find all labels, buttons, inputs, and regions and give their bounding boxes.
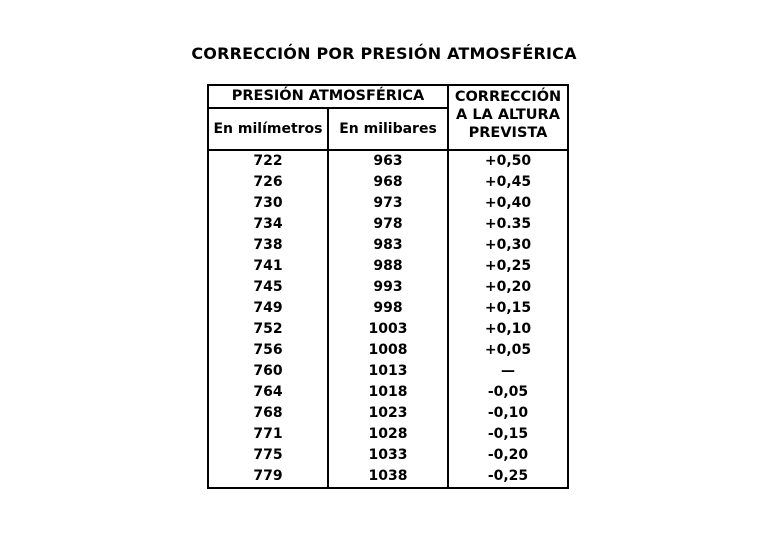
table-row (208, 319, 568, 340)
millimeters-cell: 741 (208, 256, 328, 277)
millimeters-cell: 775 (208, 445, 328, 466)
millibars-cell: 1038 (328, 466, 448, 488)
correction-cell: -0,10 (448, 403, 568, 424)
millibars-cell: 1023 (328, 403, 448, 424)
millibars-cell: 1013 (328, 361, 448, 382)
table-row (208, 445, 568, 466)
millimeters-cell: 760 (208, 361, 328, 382)
millimeters-cell: 734 (208, 214, 328, 235)
millimeters-cell: 771 (208, 424, 328, 445)
correction-cell: -0,20 (448, 445, 568, 466)
correction-table (207, 84, 569, 489)
millibars-cell: 998 (328, 298, 448, 319)
correction-cell: +0,30 (448, 235, 568, 256)
table-row (208, 172, 568, 193)
millibars-cell: 1033 (328, 445, 448, 466)
pressure-group-header: PRESIÓN ATMOSFÉRICA (208, 85, 448, 108)
table-row (208, 298, 568, 319)
correction-header-line: PREVISTA (468, 125, 548, 141)
millibars-cell: 1003 (328, 319, 448, 340)
correction-cell: +0,05 (448, 340, 568, 361)
millibars-cell: 963 (328, 150, 448, 172)
millimeters-cell: 749 (208, 298, 328, 319)
correction-cell: +0,25 (448, 256, 568, 277)
millibars-cell: 988 (328, 256, 448, 277)
table-row (208, 277, 568, 298)
table-row (208, 382, 568, 403)
correction-cell: +0,45 (448, 172, 568, 193)
millibars-cell: 1008 (328, 340, 448, 361)
table-row (208, 361, 568, 382)
table-row (208, 424, 568, 445)
correction-cell: — (448, 361, 568, 382)
millimeters-cell: 722 (208, 150, 328, 172)
millibars-header: En milibares (328, 108, 448, 150)
correction-cell: +0,10 (448, 319, 568, 340)
millimeters-cell: 752 (208, 319, 328, 340)
millibars-cell: 973 (328, 193, 448, 214)
millimeters-cell: 738 (208, 235, 328, 256)
correction-cell: -0,05 (448, 382, 568, 403)
correction-header-line: CORRECCIÓN (454, 89, 562, 105)
table-row (208, 403, 568, 424)
millimeters-cell: 730 (208, 193, 328, 214)
correction-cell: +0,40 (448, 193, 568, 214)
table-row (208, 214, 568, 235)
table-row (208, 235, 568, 256)
table-row (208, 193, 568, 214)
millimeters-cell: 764 (208, 382, 328, 403)
millibars-cell: 968 (328, 172, 448, 193)
millibars-cell: 1028 (328, 424, 448, 445)
correction-cell: -0,15 (448, 424, 568, 445)
millibars-cell: 978 (328, 214, 448, 235)
millimeters-cell: 779 (208, 466, 328, 488)
millimeters-cell: 726 (208, 172, 328, 193)
correction-cell: +0.35 (448, 214, 568, 235)
correction-header (448, 85, 568, 150)
correction-header-line: A LA ALTURA (456, 107, 560, 123)
table-row (208, 466, 568, 488)
page-title: CORRECCIÓN POR PRESIÓN ATMOSFÉRICA (191, 44, 577, 63)
table-row (208, 150, 568, 172)
millibars-cell: 1018 (328, 382, 448, 403)
correction-cell: +0,50 (448, 150, 568, 172)
millibars-cell: 993 (328, 277, 448, 298)
table-row (208, 340, 568, 361)
millibars-cell: 983 (328, 235, 448, 256)
millimeters-header: En milímetros (208, 108, 328, 150)
correction-cell: -0,25 (448, 466, 568, 488)
millimeters-cell: 768 (208, 403, 328, 424)
correction-cell: +0,15 (448, 298, 568, 319)
millimeters-cell: 756 (208, 340, 328, 361)
table-row (208, 256, 568, 277)
correction-cell: +0,20 (448, 277, 568, 298)
millimeters-cell: 745 (208, 277, 328, 298)
